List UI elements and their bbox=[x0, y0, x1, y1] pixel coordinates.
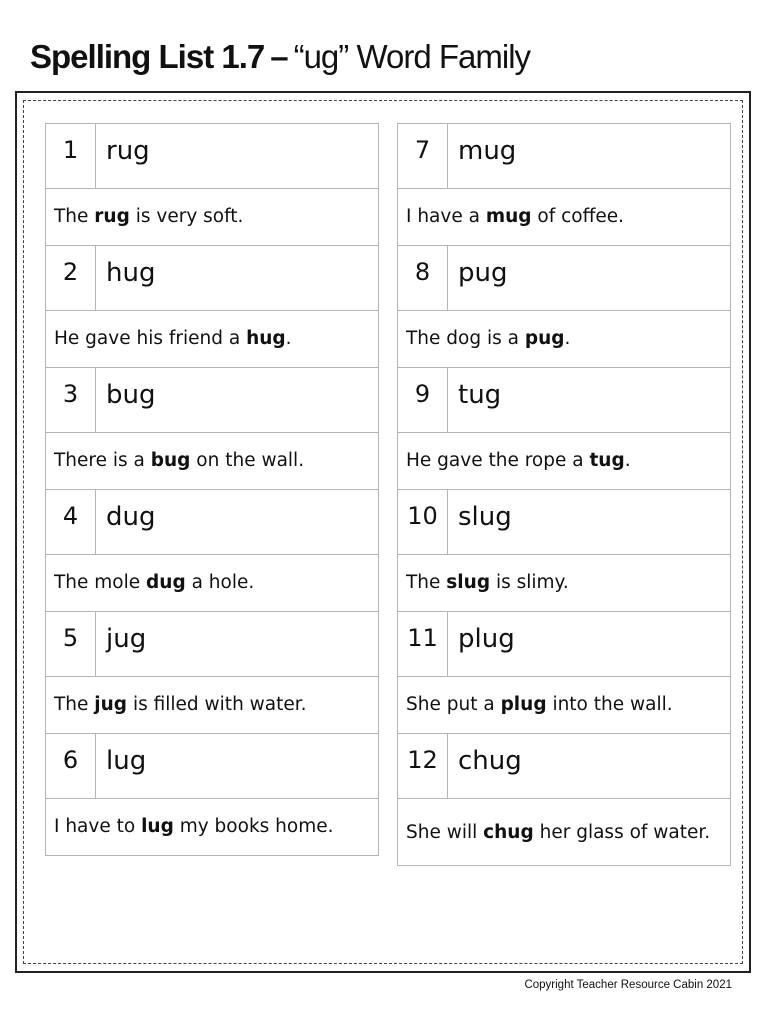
word-number: 9 bbox=[398, 368, 448, 432]
example-sentence: The dog is a pug. bbox=[406, 328, 571, 349]
bold-word: jug bbox=[94, 694, 128, 715]
bold-word: mug bbox=[485, 206, 532, 227]
right-column bbox=[397, 123, 731, 866]
bold-word: tug bbox=[589, 450, 625, 471]
word-row bbox=[398, 490, 730, 555]
word-number: 1 bbox=[46, 124, 96, 188]
page-title bbox=[30, 38, 530, 76]
word-number: 5 bbox=[46, 612, 96, 676]
word-card bbox=[397, 123, 731, 245]
title-main: Spelling List 1.7 bbox=[30, 38, 265, 75]
copyright-notice: Copyright Teacher Resource Cabin 2021 bbox=[524, 979, 732, 991]
example-sentence: There is a bug on the wall. bbox=[54, 450, 305, 471]
word-number: 12 bbox=[398, 734, 448, 798]
word-card bbox=[397, 245, 731, 367]
example-sentence: She will chug her glass of water. bbox=[406, 822, 711, 843]
word-card bbox=[45, 733, 379, 856]
word-row bbox=[46, 490, 378, 555]
example-sentence: The mole dug a hole. bbox=[54, 572, 255, 593]
word-card bbox=[45, 245, 379, 367]
example-sentence: The jug is filled with water. bbox=[54, 694, 307, 715]
word-card bbox=[397, 367, 731, 489]
word-card bbox=[397, 733, 731, 866]
spelling-word: lug bbox=[106, 746, 147, 776]
bold-word: hug bbox=[246, 328, 286, 349]
word-number: 3 bbox=[46, 368, 96, 432]
word-number: 2 bbox=[46, 246, 96, 310]
word-row bbox=[398, 734, 730, 799]
word-number: 8 bbox=[398, 246, 448, 310]
word-card bbox=[45, 611, 379, 733]
word-row bbox=[46, 734, 378, 799]
title-subtitle: “ug” Word Family bbox=[293, 38, 531, 75]
word-card bbox=[45, 489, 379, 611]
word-row bbox=[46, 124, 378, 189]
word-number: 10 bbox=[398, 490, 448, 554]
word-number: 11 bbox=[398, 612, 448, 676]
word-card bbox=[397, 611, 731, 733]
title-dash: – bbox=[270, 38, 288, 75]
word-row bbox=[398, 124, 730, 189]
spelling-word: jug bbox=[106, 624, 147, 654]
bold-word: bug bbox=[150, 450, 191, 471]
word-row bbox=[46, 368, 378, 433]
word-number: 4 bbox=[46, 490, 96, 554]
example-sentence: I have to lug my books home. bbox=[54, 816, 334, 837]
example-sentence: He gave his friend a hug. bbox=[54, 328, 292, 349]
bold-word: rug bbox=[94, 206, 130, 227]
spelling-word: mug bbox=[458, 136, 517, 166]
left-column bbox=[45, 123, 379, 856]
spelling-word: bug bbox=[106, 380, 156, 410]
bold-word: pug bbox=[524, 328, 565, 349]
spelling-word: chug bbox=[458, 746, 522, 776]
example-sentence: The rug is very soft. bbox=[54, 206, 244, 227]
example-sentence: He gave the rope a tug. bbox=[406, 450, 631, 471]
spelling-word: hug bbox=[106, 258, 156, 288]
word-card bbox=[45, 367, 379, 489]
spelling-word: slug bbox=[458, 502, 512, 532]
word-row bbox=[398, 368, 730, 433]
spelling-word: plug bbox=[458, 624, 515, 654]
bold-word: chug bbox=[483, 822, 534, 843]
word-row bbox=[398, 246, 730, 311]
spelling-word: pug bbox=[458, 258, 508, 288]
word-row bbox=[46, 246, 378, 311]
bold-word: slug bbox=[446, 572, 491, 593]
spelling-word: tug bbox=[458, 380, 502, 410]
word-number: 7 bbox=[398, 124, 448, 188]
bold-word: plug bbox=[500, 694, 547, 715]
word-number: 6 bbox=[46, 734, 96, 798]
word-card bbox=[397, 489, 731, 611]
word-row bbox=[398, 612, 730, 677]
bold-word: dug bbox=[146, 572, 186, 593]
example-sentence: She put a plug into the wall. bbox=[406, 694, 673, 715]
word-card bbox=[45, 123, 379, 245]
bold-word: lug bbox=[141, 816, 174, 837]
spelling-word: dug bbox=[106, 502, 156, 532]
word-row bbox=[46, 612, 378, 677]
example-sentence: I have a mug of coffee. bbox=[406, 206, 625, 227]
spelling-word: rug bbox=[106, 136, 150, 166]
example-sentence: The slug is slimy. bbox=[406, 572, 569, 593]
